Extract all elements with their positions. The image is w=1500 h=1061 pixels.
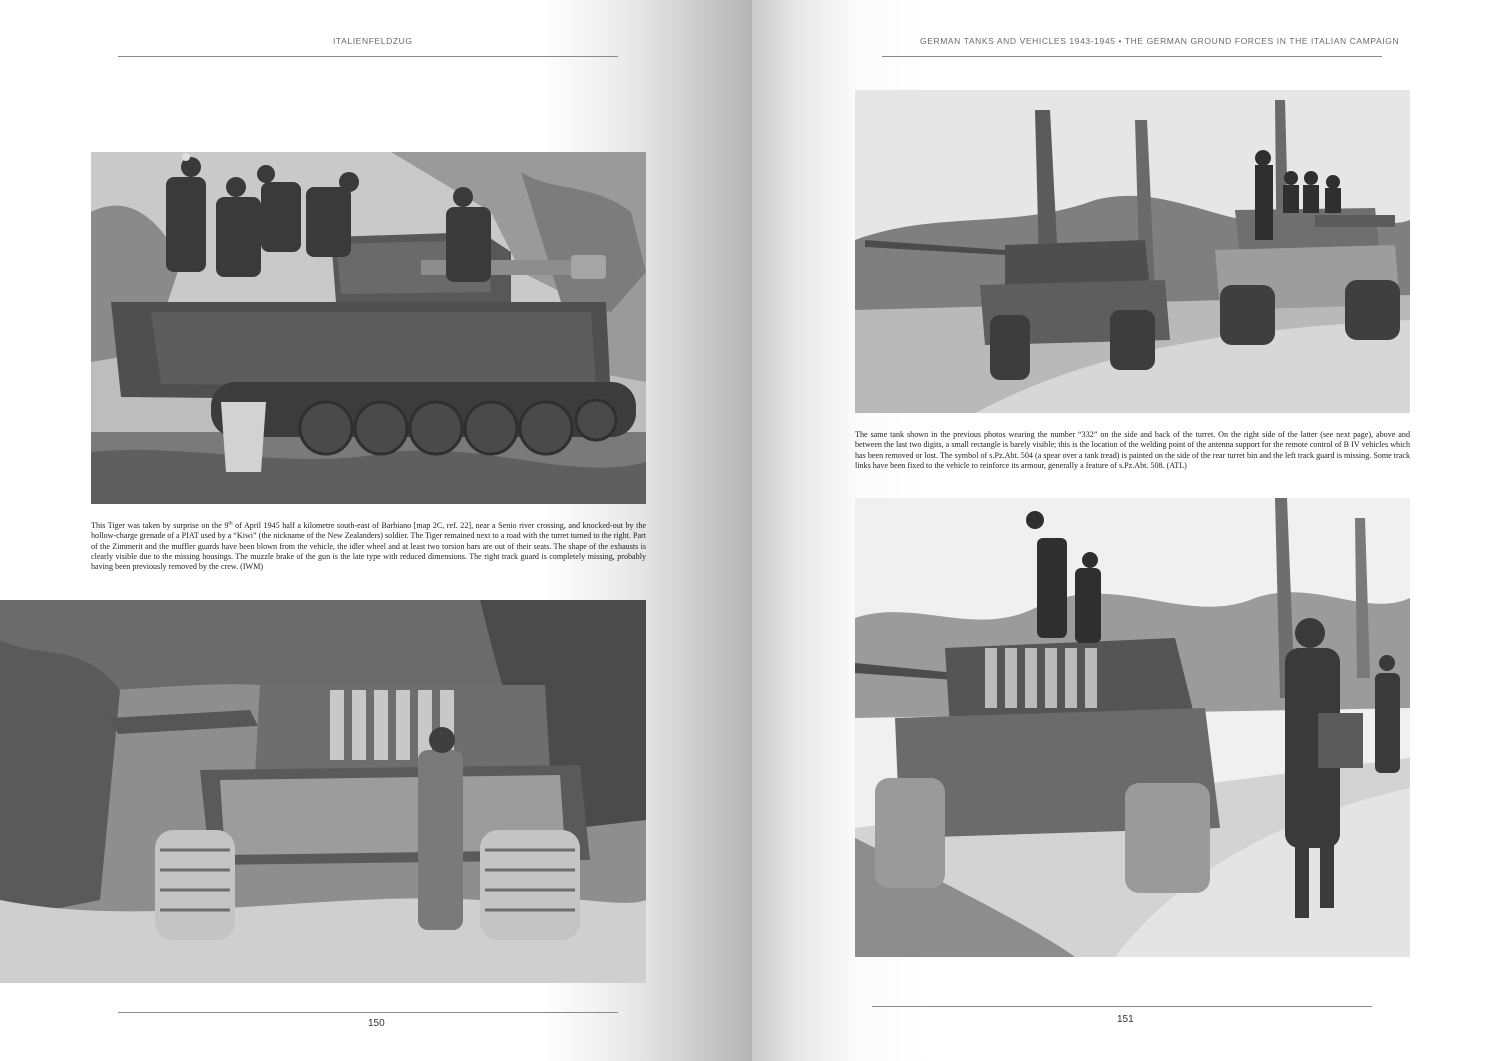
photo-tiger-with-infantry <box>855 498 1410 957</box>
photo-tiger-rear-image <box>0 600 646 983</box>
caption-left <box>91 521 646 572</box>
caption-right: The same tank shown in the previous photos wearing the number “332” on the side and back of the turret. On the right side of the latter (see next page), above and between the last two digits, a small rectangle is barely visible; this is the location of the welding point of the antenna support for the remote control of B IV vehicles which has been removed or lost. The symbol of s.Pz.Abt. 504 (a spear over a tank tread) is painted on the side of the rear turret bin and the left track guard is missing. Some track links have been fixed to the vehicle to reinforce its armour, generally a feature of s.Pz.Abt. 508. (ATL) <box>855 430 1410 470</box>
photo-tiger-and-sherman <box>855 90 1410 413</box>
header-rule-right <box>882 56 1382 57</box>
caption-left-ordinal: th <box>228 520 233 527</box>
header-rule-left <box>118 56 618 57</box>
page-number-left: 150 <box>368 1018 385 1029</box>
running-head-right: GERMAN TANKS AND VEHICLES 1943-1945 • THE GERMAN GROUND FORCES IN THE ITALIAN CAMPAIGN <box>920 36 1400 46</box>
photo-tiger-side <box>91 152 646 504</box>
photo-tiger-and-sherman-image <box>855 90 1410 413</box>
photo-tiger-rear <box>0 600 646 983</box>
photo-tiger-side-image <box>91 152 646 504</box>
caption-left-part2: of April 1945 half a kilometre south-east of Barbiano [map 2C, ref. 22], near a Senio river crossing, and knocked-out by the hollow-charge grenade of a PIAT used by a “Kiwi” (the nickname of the New Zealanders) soldier. The Tiger remained next to a road with the turret turned to the right. Part of the Zimmerit and the muffler guards have been blown from the vehicle, the idler wheel and at least two torsion bars are out of their seats. The shape of the exhausts is clearly visible due to the missing housings. The muzzle brake of the gun is the late type with reduced dimensions. The right track guard is completely missing, probably having been previously removed by the crew. (IWM) <box>91 521 646 572</box>
photo-tiger-with-infantry-image <box>855 498 1410 957</box>
page-number-right: 151 <box>1117 1014 1134 1025</box>
right-page <box>752 0 1500 1061</box>
footer-rule-left <box>118 1012 618 1013</box>
running-head-left: ITALIENFELDZUG <box>333 36 413 46</box>
footer-rule-right <box>872 1006 1372 1007</box>
caption-left-part1: This Tiger was taken by surprise on the 9 <box>91 521 229 530</box>
